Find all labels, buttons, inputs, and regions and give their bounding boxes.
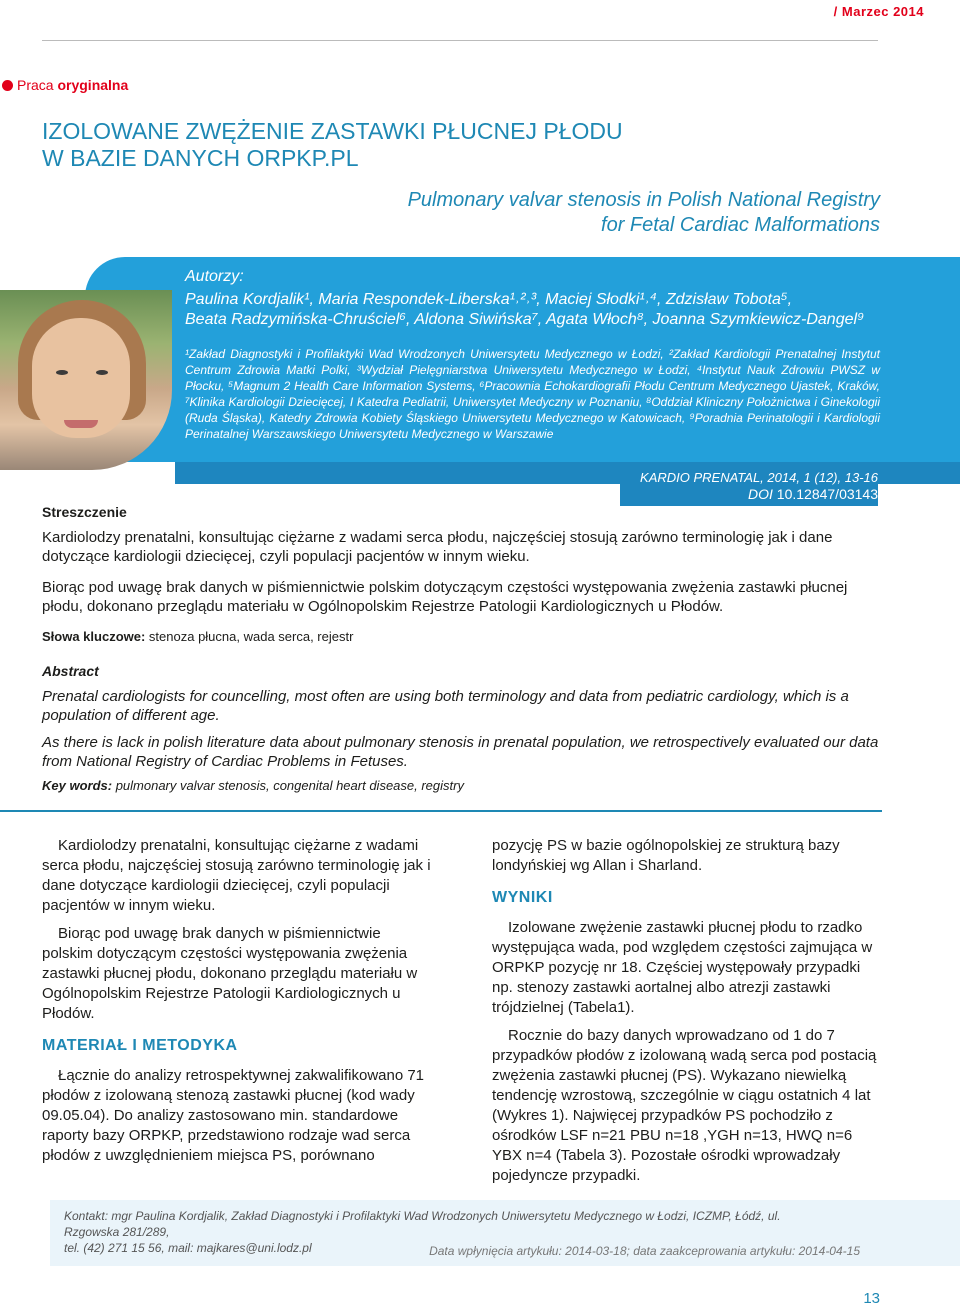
body-paragraph: Biorąc pod uwagę brak danych w piśmiennictwie polskim dotyczącym częstości występowania zwężenia zastawki płucnej płodu, dokonano przeglądu materiału w Ogólnopolskim Rejestrze Patologii Kardiologicznych u Płodów.	[42, 925, 418, 1022]
affiliations: ¹Zakład Diagnostyki i Profilaktyki Wad Wrodzonych Uniwersytetu Medycznego w Łodzi, ²Zakład Kardiologii Prenatalnej Instytut Centrum Zdrowia Matki Polki, ³Wydział Pielęgniarstwa Uniwersytetu Medycznego w Łodzi, ⁴Instytut Nauk Zdrowiu PWSZ w Płocku, ⁵Magnum 2 Health Care Information Systems, ⁶Pracownia Echokardiografii Płodu Centrum Medycznego Ujastek, Kraków, ⁷Klinika Kardiologii Dziecięcej, I Katedra Pediatrii, Uniwersytet Medyczny w Poznaniu, ⁸Oddział Kliniczny Położnictwa i Ginekologii (Ruda Śląska), Katedry Zdrowia Kobiety Śląskiego Uniwersytetu Medycznego w Katowicach, ⁹Poradnia Perinatologii i Kardiologii Perinatalnej Warszawskiego Uniwersytetu Medycznego w Warszawie	[185, 347, 880, 441]
authors-list: Paulina Kordjalik¹, Maria Respondek-Liberska¹˒²˒³, Maciej Słodki¹˒⁴, Zdzisław Tobota⁵, Beata Radzymińska-Chruściel⁶, Aldona Siwińska⁷, Agata Włoch⁸, Joanna Szymkiewicz-Dangel⁹	[185, 291, 865, 328]
streszczenie-p2: Biorąc pod uwagę brak danych w piśmiennictwie polskim dotyczącym częstości występowania zwężenia zastawki płucnej płodu, dokonano przeglądu materiału w Ogólnopolskim Rejestrze Patologii Kardiologicznych u Płodów.	[42, 579, 848, 615]
title-polish: IZOLOWANE ZWĘŻENIE ZASTAWKI PŁUCNEJ PŁODU W BAZIE DANYCH ORPKP.PL	[42, 118, 623, 171]
doi: DOI 10.12847/03143	[748, 486, 878, 502]
body-paragraph: pozycję PS w bazie ogólnopolskiej ze strukturą bazy londyńskiej wg Allan i Sharland.	[492, 837, 840, 874]
body-paragraph: Izolowane zwężenie zastawki płucnej płodu to rzadko występująca wada, pod względem częstości zajmująca w ORPKP pozycję nr 18. Częściej występowały przypadki np. stenozy zastawki aortalnej albo atrezji zastawki trójdzielnej (Tabela1).	[492, 919, 873, 1016]
paper-type: Praca oryginalna	[17, 77, 129, 93]
journal-citation: KARDIO PRENATAL, 2014, 1 (12), 13-16	[640, 470, 878, 485]
body-paragraph: Rocznie do bazy danych wprowadzano od 1 do 7 przypadków płodów z izolowaną wadą serca pod postacią zwężenia zastawki płucnej (PS). Wykazano niewielką tendencję wzrostową, szczególnie w ciągu ostatnich 4 lat (Wykres 1). Najwięcej przypadków PS pochodziło z ośrodków LSF n=21 PBU n=18 ,YGH n=13, HWQ n=6 YBX n=4 (Tabela 3). Pozostałe ośrodki wprowadzały pojedyncze przypadki.	[492, 1027, 877, 1184]
streszczenie-heading: Streszczenie	[42, 504, 127, 520]
body-paragraph: Łącznie do analizy retrospektywnej zakwalifikowano 71 płodów z izolowaną stenozą zastawki płucnej (kod wady 09.05.04). Do analizy zastosowano min. standardowe raporty bazy ORPKP, przedstawiono rodzaje wad serca płodów z uwzględnieniem miejsca PS, porównano	[42, 1067, 425, 1164]
article-dates: Data wpłynięcia artykułu: 2014-03-18; data zaakceprowania artykułu: 2014-04-15	[429, 1244, 860, 1258]
section-divider	[0, 810, 882, 812]
keywords-pl: Słowa kluczowe: stenoza płucna, wada serca, rejestr	[42, 629, 354, 644]
title-english: Pulmonary valvar stenosis in Polish National Registry for Fetal Cardiac Malformations	[407, 189, 880, 236]
header-divider	[42, 40, 878, 41]
contact-info: Kontakt: mgr Paulina Kordjalik, Zakład Diagnostyki i Profilaktyki Wad Wrodzonych Uniwersytetu Medycznego w Łodzi, ICZMP, Łódź, ul. Rzgowska 281/289, tel. (42) 271 15 56, mail: majkares@uni.lodz.pl	[64, 1209, 781, 1255]
body-paragraph: Kardiolodzy prenatalni, konsultując ciężarne z wadami serca płodu, najczęściej stosują zarówno terminologię jak i dane dotyczące kardiologii dziecięcej, czyli populacji pacjentów w innym wieku.	[42, 837, 431, 914]
author-photo-eye	[96, 370, 108, 375]
authors-label: Autorzy:	[185, 268, 244, 285]
abstract-p2: As there is lack in polish literature data about pulmonary stenosis in prenatal population, we retrospectively evaluated our data from National Registry of Cardiac Problems in Fetuses.	[42, 734, 879, 770]
author-photo-eye	[56, 370, 68, 375]
author-photo-mouth	[64, 420, 98, 428]
body-right-column	[492, 836, 882, 1186]
issue-label: / Marzec 2014	[833, 4, 924, 19]
abstract-heading: Abstract	[42, 663, 99, 679]
page-number: 13	[863, 1290, 880, 1307]
streszczenie-p1: Kardiolodzy prenatalni, konsultując ciężarne z wadami serca płodu, najczęściej stosują zarówno terminologię jak i dane dotyczące kardiologii dziecięcej, czyli populacji pacjentów w innym wieku.	[42, 529, 833, 565]
abstract-p1: Prenatal cardiologists for councelling, most often are using both terminology and data from pediatric cardiology, which is a population of different age.	[42, 688, 849, 724]
section-heading-results: WYNIKI	[492, 889, 553, 906]
bullet-dot-icon	[2, 80, 13, 91]
section-heading-methods: MATERIAŁ I METODYKA	[42, 1037, 238, 1054]
body-left-column	[42, 836, 432, 1166]
keywords-en: Key words: pulmonary valvar stenosis, congenital heart disease, registry	[42, 778, 464, 793]
